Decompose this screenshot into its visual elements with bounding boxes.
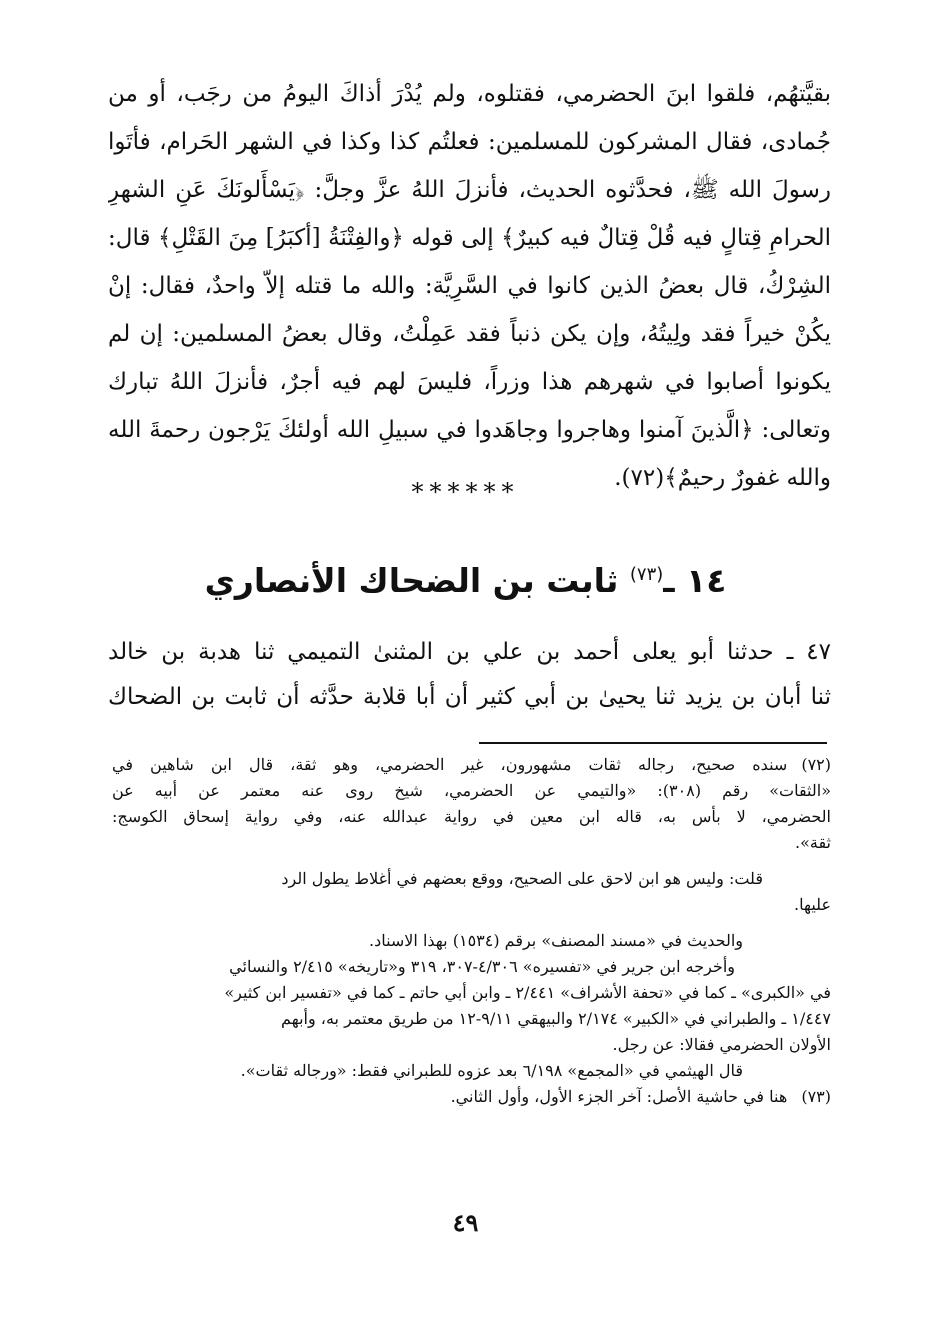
footnote-line: «الثقات» رقم (٣٠٨): «والتيمي عن الحضرمي، شيخ روى عنه معتمر عن أبيه عن (112, 781, 831, 800)
footnote-line: عليها. (793, 895, 831, 914)
footnote-line: في «الكبرى» ـ كما في «تحفة الأشراف» ٢/٤٤١ ـ وابن أبي حاتم ـ كما في «تفسير ابن كثير» (224, 983, 831, 1002)
footnote-line (112, 1084, 831, 1110)
text-line: يكونوا أصابوا في شهرهم هذا وزراً، فليسَ لهم فيه أجرٌ، فأنزلَ اللهُ تبارك (108, 369, 831, 395)
footnote-number: (٧٣) (801, 1087, 831, 1106)
text-line: جُمادى، فقال المشركون للمسلمين: فعلتُم كذا وكذا في الشهر الحَرام، فأتَوا (108, 129, 831, 155)
footnote-line: ١/٤٤٧ ـ والطبراني في «الكبير» ٢/١٧٤ والبيهقي ٩/١١-١٢ من طريق معتمر به، وأبهم (281, 1009, 831, 1028)
section-heading (0, 540, 931, 616)
footnote-line: الحضرمي، لا بأس به، قاله ابن معين في رواية عبدالله عنه، وفي رواية إسحاق الكوسج: (112, 807, 831, 826)
footnote-line: الأولان الحضرمي فقالا: عن رجل. (612, 1035, 831, 1054)
footnote-line (112, 752, 831, 778)
footnote-line: قال الهيثمي في «المجمع» ٦/١٩٨ بعد عزوه للطبراني فقط: «ورجاله ثقات». (240, 1061, 743, 1080)
heading-note-ref: (٧٣) (629, 564, 664, 585)
footnote-divider (479, 742, 827, 744)
section-separator: ****** (411, 478, 520, 506)
main-text (108, 70, 831, 502)
text-line: ٤٧ ـ حدثنا أبو يعلى أحمد بن علي بن المثنىٰ التميمي ثنا هدبة بن خالد (108, 639, 831, 665)
text-line: ثنا أبان بن يزيد ثنا يحيىٰ بن أبي كثير أن أبا قلابة حدَّثه أن ثابت بن الضحاك (108, 684, 831, 710)
footnote-line: ثقة». (795, 833, 831, 852)
footnote-number: (٧٢) (801, 755, 831, 774)
footnote-line: وأخرجه ابن جرير في «تفسيره» ٤/٣٠٦-٣٠٧، ٣١٩ و«تاريخه» ٢/٤١٥ والنسائي (229, 957, 735, 976)
text-line: الشِرْكُ، قال بعضُ الذين كانوا في السَّرِيَّة: والله ما قتله إلاّ واحدٌ، فقال: إنْ (108, 273, 831, 299)
text-line: يكُنْ خيراً فقد ولِيتُهُ، وإن يكن ذنباً فقد عَمِلْتُ، وقال بعضُ المسلمين: إن لم (108, 321, 831, 347)
text-line: وتعالى: ﴿الَّذينَ آمنوا وهاجروا وجاهَدوا في سبيلِ الله أولئكَ يَرْجون رحمةَ الله (108, 417, 831, 443)
footnote-line: قلت: وليس هو ابن لاحق على الصحيح، ووقع بعضهم في أغلاط يطول الرد (281, 869, 763, 888)
text-line: الحرامِ قِتالٍ فيه قُلْ قِتالٌ فيه كبيرٌ﴾ إلى قوله ﴿والفِتْنَةُ [أكبَرُ] مِنَ القَتْلِ﴾ قال: (108, 225, 831, 251)
footnote-text: سنده صحيح، رجاله ثقات مشهورون، غير الحضرمي، وهو ثقة، قال ابن شاهين في (112, 755, 788, 774)
footnotes (112, 752, 831, 1110)
text-line: بقيَّتهُم، فلقوا ابنَ الحضرمي، فقتلوه، ولم يُدْرَ أذاكَ اليومُ من رجَب، أو من (108, 81, 831, 107)
footnote-line: والحديث في «مسند المصنف» برقم (١٥٣٤) بهذا الاسناد. (368, 931, 743, 950)
footnote-text: هنا في حاشية الأصل: آخر الجزء الأول، وأول الثاني. (450, 1087, 788, 1106)
hadith-text (108, 630, 831, 720)
page-number: ٤٩ (452, 1208, 479, 1237)
text-line: والله غفورٌ رحيمٌ﴾(٧٢). (614, 465, 831, 491)
heading-title: ثابت بن الضحاك الأنصاري (204, 561, 619, 600)
heading-number: ١٤ ـ (663, 561, 727, 600)
text-line: رسولَ الله ﷺ، فحدَّثوه الحديث، فأنزلَ اللهُ عزَّ وجلَّ: ﴿يَسْأَلونَكَ عَنِ الشهرِ (108, 177, 831, 203)
